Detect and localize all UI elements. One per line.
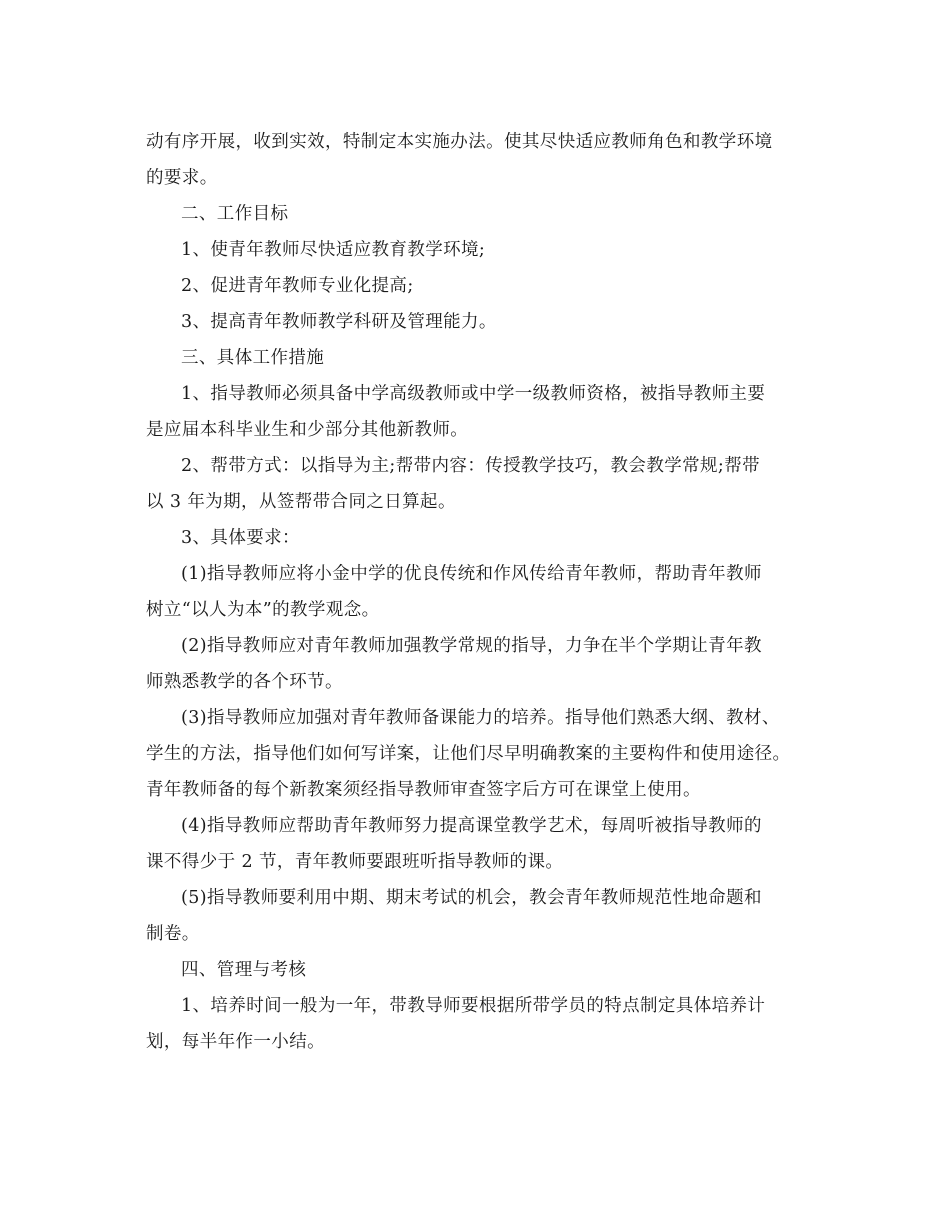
document-body xyxy=(146,124,806,1060)
paragraph-line: 学生的方法，指导他们如何写详案，让他们尽早明确教案的主要构件和使用途径。 xyxy=(146,744,791,764)
paragraph-line: 是应届本科毕业生和少部分其他新教师。 xyxy=(146,420,469,440)
paragraph-line: (1)指导教师应将小金中学的优良传统和作风传给青年教师，帮助青年教师 xyxy=(181,564,762,584)
paragraph-line: 2、帮带方式：以指导为主;帮带内容：传授教学技巧，教会教学常规;帮带 xyxy=(181,456,761,476)
list-item: 1、使青年教师尽快适应教育教学环境; xyxy=(181,240,486,260)
paragraph-line: 的要求。 xyxy=(146,168,218,188)
paragraph-line: 师熟悉教学的各个环节。 xyxy=(146,672,343,692)
paragraph-line: 课不得少于 2 节，青年教师要跟班听指导教师的课。 xyxy=(146,852,564,872)
paragraph-line: 1、培养时间一般为一年，带教导师要根据所带学员的特点制定具体培养计 xyxy=(181,996,766,1016)
paragraph-line: 制卷。 xyxy=(146,924,200,944)
section-heading: 四、管理与考核 xyxy=(181,960,307,980)
section-heading: 三、具体工作措施 xyxy=(181,348,325,368)
list-item: 3、提高青年教师教学科研及管理能力。 xyxy=(181,312,497,332)
list-item: 2、促进青年教师专业化提高; xyxy=(181,276,414,296)
paragraph-line: 划，每半年作一小结。 xyxy=(146,1032,325,1052)
paragraph-line: 以 3 年为期，从签帮带合同之日算起。 xyxy=(146,492,456,512)
paragraph-line: 3、具体要求： xyxy=(181,528,300,548)
paragraph-line: (4)指导教师应帮助青年教师努力提高课堂教学艺术，每周听被指导教师的 xyxy=(181,816,762,836)
paragraph-line: 树立“以人为本”的教学观念。 xyxy=(146,600,380,620)
paragraph-line: 1、指导教师必须具备中学高级教师或中学一级教师资格，被指导教师主要 xyxy=(181,384,766,404)
paragraph-line: 青年教师备的每个新教案须经指导教师审查签字后方可在课堂上使用。 xyxy=(146,780,701,800)
paragraph-line: (3)指导教师应加强对青年教师备课能力的培养。指导他们熟悉大纲、教材、 xyxy=(181,708,780,728)
paragraph-line: (2)指导教师应对青年教师加强教学常规的指导，力争在半个学期让青年教 xyxy=(181,636,762,656)
section-heading: 二、工作目标 xyxy=(181,204,289,224)
paragraph-line: (5)指导教师要利用中期、期末考试的机会，教会青年教师规范性地命题和 xyxy=(181,888,762,908)
paragraph-line: 动有序开展，收到实效，特制定本实施办法。使其尽快适应教师角色和教学环境 xyxy=(146,132,773,152)
